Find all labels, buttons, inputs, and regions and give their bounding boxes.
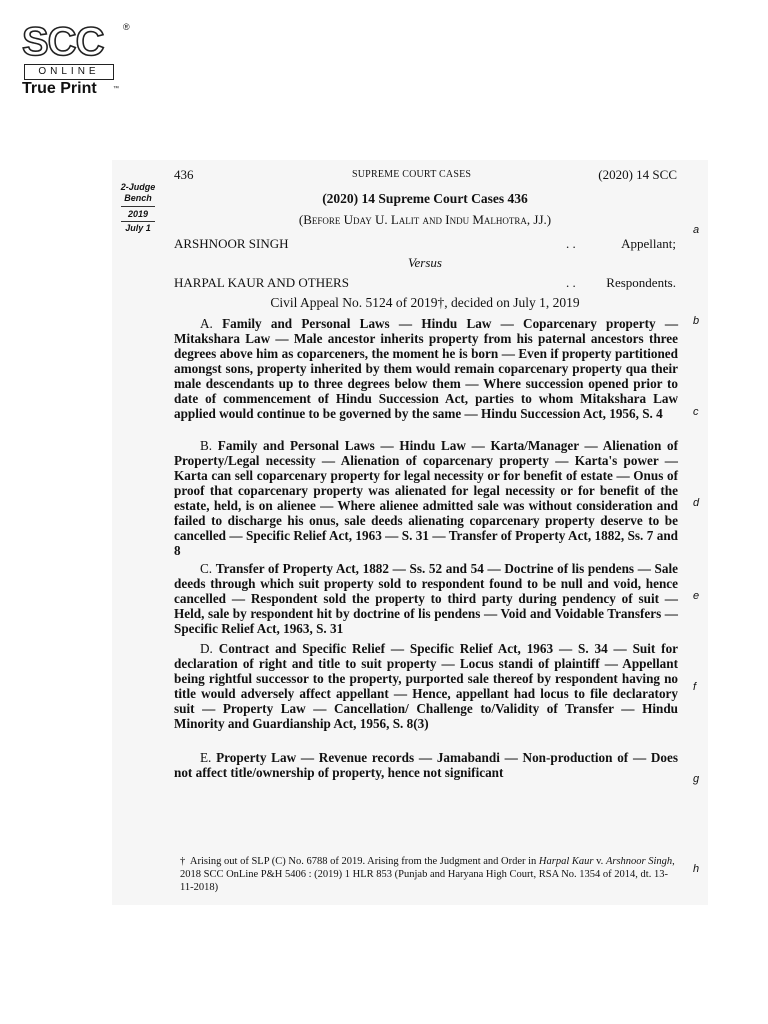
appellant-dots: . . xyxy=(566,236,576,251)
side-letter: b xyxy=(693,315,700,327)
versus-label: Versus xyxy=(408,255,442,270)
logo-scc-text: SCC xyxy=(22,20,104,64)
page-number: 436 xyxy=(174,167,194,182)
logo-online-text: ONLINE xyxy=(24,64,114,80)
respondent-role: Respondents. xyxy=(606,275,676,290)
running-title: SUPREME COURT CASES xyxy=(352,169,472,180)
headnote-text: Property Law — Revenue records — Jamabandi — Non-production of — Does not affect title/ownership of property, hence not significant xyxy=(174,750,679,780)
headnote-text: Family and Personal Laws — Hindu Law — Karta/Manager — Alienation of Property/Legal necessity — Alienation of coparcenary property — Karta's power — Karta can sell coparcenary property for legal necessity or for benefit of estate — Onus of proof that coparcenary property was alienated for legal necessity or for benefit of the estate, held, is on alienee — Where alienee admitted sale was without consideration and failed to discharge his onus, sale deeds alienating coparcenary property deserve to be cancelled — Specific Relief Act, 1963 — S. 31 — Transfer of Property Act, 1882, Ss. 7 and 8 xyxy=(174,438,679,558)
side-letter: f xyxy=(693,681,697,693)
registered-mark: ® xyxy=(123,22,130,32)
footnote-text: , 2018 SCC OnLine P&H 5406 : (2019) 1 HLR 853 (Punjab and Haryana High Court, RSA No. 1354 of 2014, dt. 13-11-2018) xyxy=(180,856,675,893)
headnote-text: Family and Personal Laws — Hindu Law — Coparcenary property — Mitakshara Law — Male ancestor inherits property from his paternal ancestors three degrees above him as coparceners, the moment he is born — Even if property partitioned amongst sons, property inherited by them would remain coparcenary property qua their male descendants up to three degrees below them — Where succession opened prior to date of commencement of Hindu Succession Act, parties to whom Mitakshara Law applied would continue to be governed by the same — Hindu Succession Act, 1956, S. 4 xyxy=(174,316,679,421)
margin-bench-line-1: 2-Judge xyxy=(120,182,156,192)
header-citation: (2020) 14 SCC xyxy=(598,167,677,182)
respondent-row xyxy=(174,275,676,291)
appellant-row xyxy=(174,236,676,252)
respondent-name: HARPAL KAUR AND OTHERS xyxy=(174,275,349,290)
side-letter: g xyxy=(693,773,700,785)
side-letter: h xyxy=(693,863,700,875)
margin-date: July 1 xyxy=(125,223,151,233)
bench-text: (Before Uday U. Lalit and Indu Malhotra, JJ.) xyxy=(298,212,552,227)
headnote-b xyxy=(174,438,678,558)
headnote-label: B. xyxy=(200,438,213,453)
headnote-label: E. xyxy=(200,750,212,765)
footnote-text: Arising out of SLP (C) No. 6788 of 2019. Arising from the Judgment and Order in xyxy=(189,856,537,867)
headnote-text: Contract and Specific Relief — Specific Relief Act, 1963 — S. 34 — Suit for declaration of right and title to suit property — Locus standi of plaintiff — Appellant being rightful successor to the property, purported sale thereof by respondent having no title would adversely affect appellant — Hence, appellant had locus to file declaratory suit — Property Law — Cancellation/ Challenge to/Validity of Transfer — Hindu Minority and Guardianship Act, 1956, S. 8(3) xyxy=(174,641,679,731)
civil-appeal-line: Civil Appeal No. 5124 of 2019†, decided on July 1, 2019 xyxy=(270,295,580,310)
margin-bench-note xyxy=(112,182,164,204)
headnote-label: D. xyxy=(200,641,213,656)
headnote-e xyxy=(174,750,678,780)
headnote-text: Transfer of Property Act, 1882 — Ss. 52 and 54 — Doctrine of lis pendens — Sale deeds through which suit property sold to respondent found to be null and void, hence cancelled — Respondent sold the property to third party during pendency of suit — Held, sale by respondent hit by doctrine of lis pendens — Void and Voidable Transfers — Specific Relief Act, 1963, S. 31 xyxy=(174,561,678,636)
footnote-case-name: Harpal Kaur xyxy=(538,856,594,867)
footnote-mark: † xyxy=(180,856,186,867)
footnote-case-name: Arshnoor Singh xyxy=(605,856,673,867)
margin-divider xyxy=(121,221,155,222)
side-letter: a xyxy=(693,224,700,236)
logo-true-print-text: True Print xyxy=(22,80,97,97)
side-letter: d xyxy=(693,497,700,509)
headnote-label: C. xyxy=(200,561,213,576)
footnote-text: v. xyxy=(596,856,604,867)
appellant-name: ARSHNOOR SINGH xyxy=(174,236,289,251)
headnote-label: A. xyxy=(200,316,213,331)
margin-divider xyxy=(121,206,155,207)
case-title: (2020) 14 Supreme Court Cases 436 xyxy=(322,191,528,206)
footnote xyxy=(180,855,680,894)
appellant-role: Appellant; xyxy=(621,236,676,251)
margin-bench-line-2: Bench xyxy=(124,193,152,203)
scc-online-logo xyxy=(22,20,130,100)
side-letter: c xyxy=(693,406,699,418)
headnote-a xyxy=(174,316,678,421)
headnote-c xyxy=(174,561,678,636)
bench-line xyxy=(174,212,676,228)
margin-year: 2019 xyxy=(127,209,149,219)
side-letter: e xyxy=(693,590,700,602)
trademark-mark: ™ xyxy=(113,86,119,92)
headnote-d xyxy=(174,641,678,731)
respondent-dots: . . xyxy=(566,275,576,290)
